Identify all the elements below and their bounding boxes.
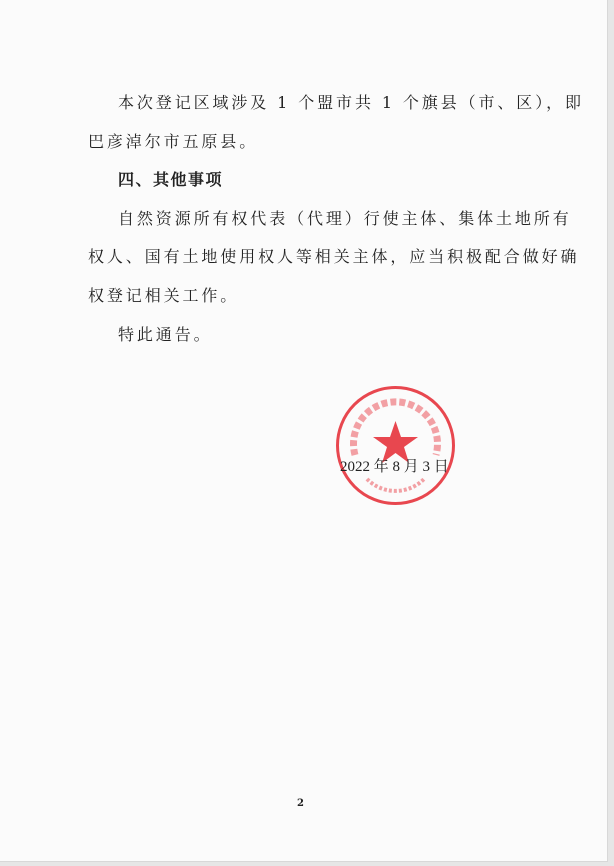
document-date: 2022 年 8 月 3 日 [340,459,449,475]
paragraph-line: 本次登记区域涉及 1 个盟市共 1 个旗县（市、区），即 [118,93,584,112]
paragraph-line: 权登记相关工作。 [88,286,240,305]
page-number: 2 [297,798,304,809]
paragraph-line: 自然资源所有权代表（代理）行使主体、集体土地所有 [118,209,572,228]
paragraph-line: 巴彦淖尔市五原县。 [88,132,259,151]
closing-text: 特此通告。 [118,325,213,344]
section-heading: 四、其他事项 [118,170,224,189]
official-seal-stamp [333,383,458,508]
paragraph-line: 权人、国有土地使用权人等相关主体，应当积极配合做好确 [88,247,580,266]
